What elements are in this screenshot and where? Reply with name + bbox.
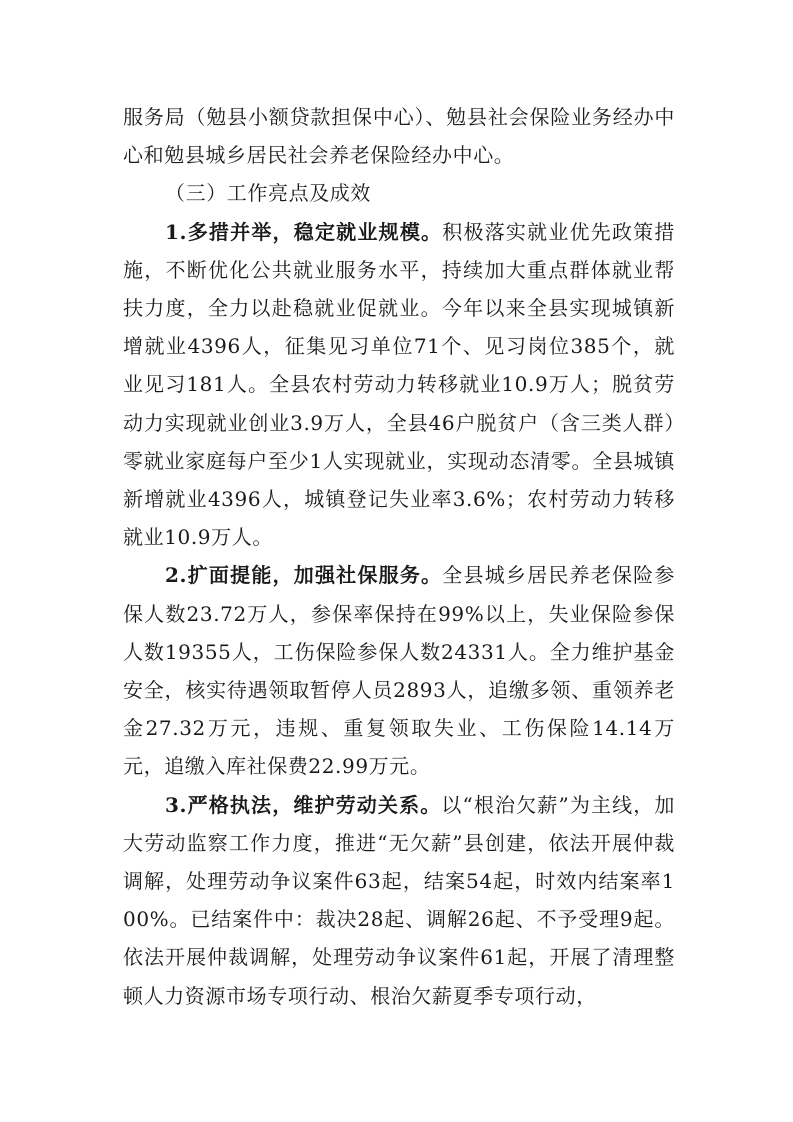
item-paragraph-2	[123, 556, 675, 785]
item-lead-2: 2.扩面提能，加强社保服务。	[165, 563, 443, 588]
intro-paragraph	[123, 98, 675, 174]
item-paragraph-1	[123, 213, 675, 557]
item-lead-3: 3.严格执法，维护劳动关系。	[165, 792, 442, 817]
intro-text: 服务局（勉县小额贷款担保中心）、勉县社会保险业务经办中心和勉县城乡居民社会养老保险经办中心。	[123, 105, 675, 168]
item-body-2: 全县城乡居民养老保险参保人数23.72万人，参保率保持在99%以上，失业保险参保人数19355人，工伤保险参保人数24331人。全力维护基金安全，核实待遇领取暂停人员2893人，追缴多领、重领养老金27.32万元，违规、重复领取失业、工伤保险14.14万元，追缴入库社保费22.99万元。	[123, 563, 675, 779]
item-lead-1: 1.多措并举，稳定就业规模。	[165, 219, 443, 244]
document-body	[123, 98, 675, 1015]
item-body-1: 积极落实就业优先政策措施，不断优化公共就业服务水平，持续加大重点群体就业帮扶力度，全力以赴稳就业促就业。今年以来全县实现城镇新增就业4396人，征集见习单位71个、见习岗位385个，就业见习181人。全县农村劳动力转移就业10.9万人；脱贫劳动力实现就业创业3.9万人，全县46户脱贫户（含三类人群）零就业家庭每户至少1人实现就业，实现动态清零。全县城镇新增就业4396人，城镇登记失业率3.6%；农村劳动力转移就业10.9万人。	[123, 219, 675, 550]
item-paragraph-3	[123, 786, 675, 1015]
item-body-3: 以“根治欠薪”为主线，加大劳动监察工作力度，推进“无欠薪”县创建，依法开展仲裁调解，处理劳动争议案件63起，结案54起，时效内结案率100%。已结案件中：裁决28起、调解26起、不予受理9起。依法开展仲裁调解，处理劳动争议案件61起，开展了清理整顿人力资源市场专项行动、根治欠薪夏季专项行动，	[123, 792, 675, 1008]
section-heading: （三）工作亮点及成效	[165, 181, 371, 206]
